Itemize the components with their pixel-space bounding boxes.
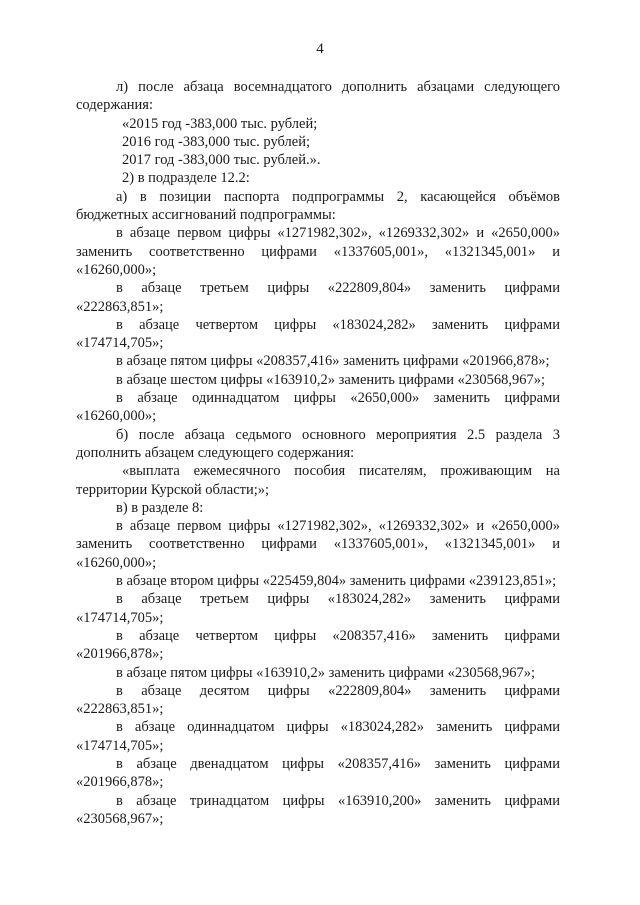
paragraph-l: л) после абзаца восемнадцатого дополнить абзацами следующего содержания:: [76, 79, 560, 114]
paragraph-a-item-3: в абзаце третьем цифры «222809,804» заменить цифрами «222863,851»;: [76, 280, 560, 315]
paragraph-a-item-1: в абзаце первом цифры «1271982,302», «1269332,302» и «2650,000» заменить соответственно цифрами «1337605,001», «1321345,001» и «16260,000»;: [76, 225, 560, 278]
paragraph-v-item-1: в абзаце первом цифры «1271982,302», «1269332,302» и «2650,000» заменить соответственно цифрами «1337605,001», «1321345,001» и «16260,000»;: [76, 518, 560, 571]
section-heading-12-2: 2) в подразделе 12.2:: [122, 170, 250, 187]
quote-line-2015: «2015 год -383,000 тыс. рублей;: [122, 115, 318, 132]
paragraph-v: в) в разделе 8:: [116, 499, 204, 516]
paragraph-v-item-13: в абзаце тринадцатом цифры «163910,200» заменить цифрами «230568,967»;: [76, 792, 560, 827]
paragraph-v-item-2: в абзаце втором цифры «225459,804» заменить цифрами «239123,851»;: [116, 573, 557, 590]
paragraph-a-item-4: в абзаце четвертом цифры «183024,282» заменить цифрами «174714,705»;: [76, 316, 560, 352]
page-number: 4: [316, 41, 324, 57]
document-body: [76, 78, 560, 828]
paragraph-v-item-12: в абзаце двенадцатом цифры «208357,416» заменить цифрами «201966,878»;: [76, 755, 560, 791]
paragraph-b: б) после абзаца седьмого основного мероприятия 2.5 раздела 3 дополнить абзацем следующего содержания:: [76, 426, 560, 461]
paragraph-v-item-4: в абзаце четвертом цифры «208357,416» заменить цифрами «201966,878»;: [76, 627, 560, 663]
paragraph-v-item-10: в абзаце десятом цифры «222809,804» заменить цифрами «222863,851»;: [76, 682, 560, 718]
paragraph-b-quote: «выплата ежемесячного пособия писателям, проживающим на территории Курской области;»;: [76, 463, 560, 498]
paragraph-v-item-5: в абзаце пятом цифры «163910,2» заменить цифрами «230568,967»;: [116, 664, 536, 681]
paragraph-a: а) в позиции паспорта подпрограммы 2, касающейся объёмов бюджетных ассигнований подпрограммы:: [76, 188, 560, 224]
paragraph-a-item-6: в абзаце шестом цифры «163910,2» заменить цифрами «230568,967»;: [116, 371, 546, 388]
paragraph-v-item-11: в абзаце одиннадцатом цифры «183024,282» заменить цифрами «174714,705»;: [76, 719, 560, 754]
paragraph-v-item-3: в абзаце третьем цифры «183024,282» заменить цифрами «174714,705»;: [76, 591, 560, 626]
paragraph-a-item-11: в абзаце одиннадцатом цифры «2650,000» заменить цифрами «16260,000»;: [76, 390, 560, 425]
paragraph-a-item-5: в абзаце пятом цифры «208357,416» заменить цифрами «201966,878»;: [116, 353, 550, 370]
quote-line-2016: 2016 год -383,000 тыс. рублей;: [122, 133, 310, 150]
quote-line-2017: 2017 год -383,000 тыс. рублей.».: [122, 152, 321, 169]
